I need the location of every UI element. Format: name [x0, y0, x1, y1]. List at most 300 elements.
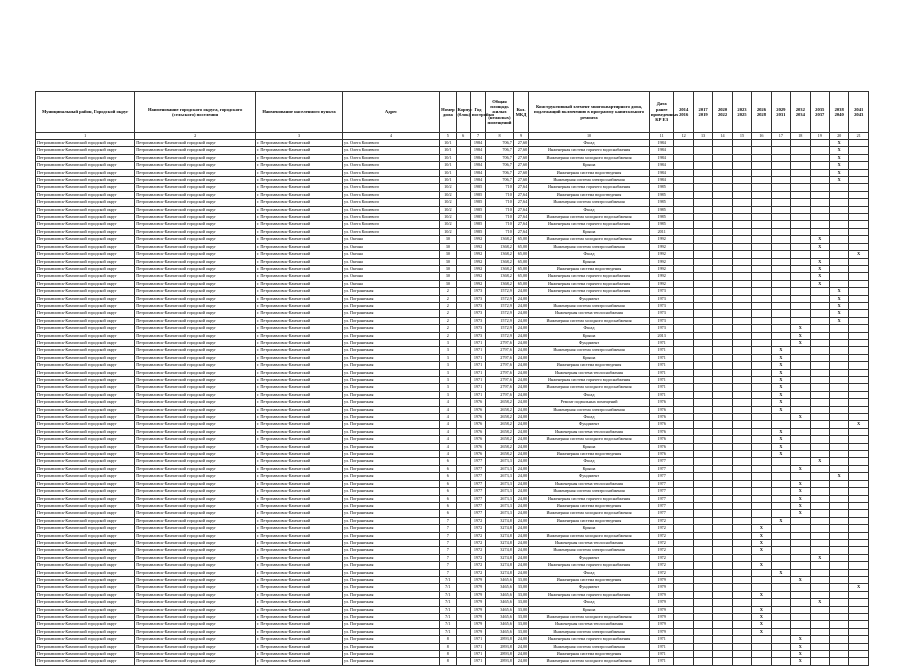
repair-period-cell: [791, 517, 810, 524]
structural-element-cell: Крыша: [529, 525, 650, 532]
repair-period-cell: [732, 539, 751, 546]
mkd-count-cell: 24,00: [513, 310, 528, 317]
repair-period-mark: X: [791, 643, 810, 650]
build-year-cell: 1979: [470, 606, 485, 613]
locality-cell: г. Петропавловск-Камчатский: [256, 643, 343, 650]
mkd-count-cell: 24,00: [513, 495, 528, 502]
repair-period-cell: [810, 228, 829, 235]
repair-period-cell: [713, 162, 732, 169]
mkd-count-cell: 27,64: [513, 214, 528, 221]
repair-period-mark: X: [771, 399, 790, 406]
address-cell: ул. Пограничная: [342, 325, 439, 332]
repair-period-cell: [791, 391, 810, 398]
locality-cell: г. Петропавловск-Камчатский: [256, 621, 343, 628]
build-year-cell: 1972: [470, 532, 485, 539]
repair-period-cell: [674, 332, 693, 339]
table-row: [36, 414, 869, 421]
repair-period-cell: [693, 265, 712, 272]
mkd-count-cell: 65,00: [513, 280, 528, 287]
house-number-cell: 7/1: [440, 628, 456, 635]
repair-period-cell: [791, 317, 810, 324]
repair-period-mark: X: [810, 554, 829, 561]
repair-period-cell: [693, 236, 712, 243]
build-year-cell: 1972: [470, 569, 485, 576]
settlement-cell: Петропавловск-Камчатский городской округ: [135, 339, 256, 346]
building-block-cell: [456, 436, 470, 443]
repair-period-cell: [674, 162, 693, 169]
column-number: 1: [36, 133, 135, 140]
repair-period-cell: [674, 369, 693, 376]
repair-period-cell: [713, 258, 732, 265]
repair-period-cell: [771, 584, 790, 591]
mkd-count-cell: 65,00: [513, 258, 528, 265]
repair-period-cell: [674, 517, 693, 524]
settlement-cell: Петропавловск-Камчатский городской округ: [135, 332, 256, 339]
repair-period-cell: [674, 280, 693, 287]
structural-element-cell: Фасад: [529, 140, 650, 147]
repair-period-cell: [752, 258, 771, 265]
address-cell: ул. Пограничная: [342, 532, 439, 539]
mkd-count-cell: 27,60: [513, 140, 528, 147]
repair-period-cell: [752, 177, 771, 184]
building-block-cell: [456, 177, 470, 184]
area-cell: 1572,9: [486, 332, 514, 339]
repair-period-cell: [674, 621, 693, 628]
district-cell: Петропавловск-Камчатский городской округ: [36, 354, 135, 361]
repair-period-cell: [713, 206, 732, 213]
district-cell: Петропавловск-Камчатский городской округ: [36, 295, 135, 302]
build-year-cell: 1977: [470, 480, 485, 487]
repair-period-cell: [674, 184, 693, 191]
repair-period-cell: [674, 325, 693, 332]
address-cell: ул. Пограничная: [342, 576, 439, 583]
repair-period-cell: [693, 177, 712, 184]
repair-period-cell: [752, 288, 771, 295]
repair-period-cell: [752, 362, 771, 369]
house-number-cell: 2: [440, 317, 456, 324]
repair-period-cell: [771, 643, 790, 650]
building-block-cell: [456, 154, 470, 161]
repair-period-cell: [829, 391, 848, 398]
repair-period-cell: [771, 251, 790, 258]
structural-element-cell: Фундамент: [529, 584, 650, 591]
repair-period-cell: [693, 243, 712, 250]
structural-element-cell: Крыша: [529, 465, 650, 472]
area-cell: 2797,6: [486, 377, 514, 384]
locality-cell: г. Петропавловск-Камчатский: [256, 606, 343, 613]
district-cell: Петропавловск-Камчатский городской округ: [36, 184, 135, 191]
repair-period-cell: [732, 495, 751, 502]
column-number: 12: [674, 133, 693, 140]
build-year-cell: 1992: [470, 265, 485, 272]
repair-period-cell: [674, 377, 693, 384]
repair-period-cell: [732, 391, 751, 398]
area-cell: 3465,6: [486, 576, 514, 583]
repair-period-cell: [713, 310, 732, 317]
locality-cell: г. Петропавловск-Камчатский: [256, 614, 343, 621]
locality-cell: г. Петропавловск-Камчатский: [256, 251, 343, 258]
build-year-cell: 1971: [470, 339, 485, 346]
previous-repair-date-cell: 1985: [649, 184, 674, 191]
district-cell: Петропавловск-Камчатский городской округ: [36, 369, 135, 376]
repair-period-cell: [752, 317, 771, 324]
repair-period-cell: [829, 369, 848, 376]
column-number: 10: [529, 133, 650, 140]
repair-period-cell: [752, 599, 771, 606]
repair-period-cell: [829, 362, 848, 369]
repair-period-cell: [752, 154, 771, 161]
locality-cell: г. Петропавловск-Камчатский: [256, 421, 343, 428]
repair-period-cell: [752, 206, 771, 213]
repair-period-cell: [732, 480, 751, 487]
repair-period-mark: X: [791, 636, 810, 643]
repair-period-cell: [829, 236, 848, 243]
locality-cell: г. Петропавловск-Камчатский: [256, 458, 343, 465]
mkd-count-cell: 24,00: [513, 488, 528, 495]
repair-period-cell: [810, 310, 829, 317]
column-number: 17: [771, 133, 790, 140]
build-year-cell: 1977: [470, 510, 485, 517]
repair-period-mark: X: [810, 265, 829, 272]
repair-period-mark: X: [771, 384, 790, 391]
repair-period-cell: [674, 302, 693, 309]
repair-period-cell: [693, 295, 712, 302]
area-cell: 3274,8: [486, 547, 514, 554]
build-year-cell: 1973: [470, 295, 485, 302]
build-year-cell: 1977: [470, 473, 485, 480]
address-cell: ул. Пограничная: [342, 399, 439, 406]
repair-period-cell: [771, 147, 790, 154]
table-row: [36, 599, 869, 606]
previous-repair-date-cell: 1979: [649, 591, 674, 598]
repair-period-cell: [829, 325, 848, 332]
repair-period-cell: [791, 428, 810, 435]
build-year-cell: 1985: [470, 221, 485, 228]
build-year-cell: 1985: [470, 206, 485, 213]
area-cell: 2797,6: [486, 391, 514, 398]
house-number-cell: 6: [440, 510, 456, 517]
district-cell: Петропавловск-Камчатский городской округ: [36, 636, 135, 643]
column-number-row: [36, 133, 869, 140]
table-row: [36, 177, 869, 184]
repair-period-cell: [849, 369, 869, 376]
repair-period-cell: [732, 436, 751, 443]
settlement-cell: Петропавловск-Камчатский городской округ: [135, 576, 256, 583]
repair-period-mark: X: [752, 532, 771, 539]
repair-period-cell: [791, 539, 810, 546]
build-year-cell: 1985: [470, 214, 485, 221]
mkd-count-cell: 24,00: [513, 436, 528, 443]
repair-period-cell: [849, 458, 869, 465]
table-row: [36, 251, 869, 258]
repair-period-mark: X: [752, 628, 771, 635]
repair-period-cell: [752, 510, 771, 517]
repair-period-cell: [829, 443, 848, 450]
settlement-cell: Петропавловск-Камчатский городской округ: [135, 510, 256, 517]
address-cell: ул. Пограничная: [342, 302, 439, 309]
repair-period-cell: [693, 206, 712, 213]
settlement-cell: Петропавловск-Камчатский городской округ: [135, 621, 256, 628]
repair-period-cell: [771, 562, 790, 569]
repair-period-cell: [674, 265, 693, 272]
build-year-cell: 1985: [470, 228, 485, 235]
building-block-cell: [456, 451, 470, 458]
repair-period-cell: [849, 525, 869, 532]
mkd-count-cell: 24,00: [513, 473, 528, 480]
repair-period-cell: [674, 525, 693, 532]
locality-cell: г. Петропавловск-Камчатский: [256, 199, 343, 206]
table-row: [36, 317, 869, 324]
building-block-cell: [456, 421, 470, 428]
build-year-cell: 1976: [470, 443, 485, 450]
address-cell: ул. Пограничная: [342, 339, 439, 346]
table-row: [36, 332, 869, 339]
area-cell: 2797,6: [486, 347, 514, 354]
address-cell: ул. Пограничная: [342, 502, 439, 509]
repair-period-cell: [791, 280, 810, 287]
repair-period-cell: [849, 177, 869, 184]
repair-period-cell: [674, 147, 693, 154]
address-cell: ул. Пограничная: [342, 525, 439, 532]
repair-period-cell: [771, 325, 790, 332]
locality-cell: г. Петропавловск-Камчатский: [256, 584, 343, 591]
district-cell: Петропавловск-Камчатский городской округ: [36, 651, 135, 658]
repair-period-cell: [674, 362, 693, 369]
build-year-cell: 1973: [470, 325, 485, 332]
building-block-cell: [456, 591, 470, 598]
building-block-cell: [456, 362, 470, 369]
previous-repair-date-cell: 1976: [649, 428, 674, 435]
locality-cell: г. Петропавловск-Камчатский: [256, 147, 343, 154]
house-number-cell: 7: [440, 562, 456, 569]
repair-period-cell: [771, 339, 790, 346]
repair-period-cell: [674, 643, 693, 650]
repair-period-cell: [693, 591, 712, 598]
building-block-cell: [456, 377, 470, 384]
repair-period-cell: [791, 591, 810, 598]
building-block-cell: [456, 258, 470, 265]
repair-period-cell: [810, 539, 829, 546]
repair-period-mark: X: [829, 473, 848, 480]
mkd-count-cell: 27,60: [513, 162, 528, 169]
repair-period-cell: [693, 384, 712, 391]
settlement-cell: Петропавловск-Камчатский городской округ: [135, 584, 256, 591]
repair-period-cell: [791, 199, 810, 206]
repair-period-cell: [713, 191, 732, 198]
house-number-cell: 7/1: [440, 621, 456, 628]
settlement-cell: Петропавловск-Камчатский городской округ: [135, 391, 256, 398]
house-number-cell: 2: [440, 332, 456, 339]
repair-period-cell: [713, 362, 732, 369]
column-number: 3: [256, 133, 343, 140]
address-cell: ул. Пограничная: [342, 473, 439, 480]
column-header: Номер дома: [440, 92, 456, 133]
repair-period-cell: [674, 258, 693, 265]
house-number-cell: 7: [440, 517, 456, 524]
house-number-cell: 2: [440, 295, 456, 302]
repair-period-cell: [810, 436, 829, 443]
repair-period-cell: [771, 606, 790, 613]
previous-repair-date-cell: 1973: [649, 295, 674, 302]
house-number-cell: 30: [440, 273, 456, 280]
repair-period-cell: [810, 451, 829, 458]
repair-period-cell: [752, 147, 771, 154]
repair-period-cell: [732, 280, 751, 287]
repair-period-cell: [849, 206, 869, 213]
repair-period-cell: [674, 421, 693, 428]
locality-cell: г. Петропавловск-Камчатский: [256, 599, 343, 606]
settlement-cell: Петропавловск-Камчатский городской округ: [135, 414, 256, 421]
address-cell: ул. Пограничная: [342, 347, 439, 354]
repair-period-cell: [810, 443, 829, 450]
previous-repair-date-cell: 1977: [649, 502, 674, 509]
table-row: [36, 532, 869, 539]
district-cell: Петропавловск-Камчатский городской округ: [36, 302, 135, 309]
repair-period-cell: [713, 317, 732, 324]
building-block-cell: [456, 339, 470, 346]
district-cell: Петропавловск-Камчатский городской округ: [36, 606, 135, 613]
structural-element-cell: Инженерная система водоотведения: [529, 576, 650, 583]
mkd-count-cell: 24,00: [513, 347, 528, 354]
house-number-cell: 30: [440, 258, 456, 265]
previous-repair-date-cell: 1973: [649, 317, 674, 324]
settlement-cell: Петропавловск-Камчатский городской округ: [135, 451, 256, 458]
repair-period-cell: [713, 199, 732, 206]
repair-period-cell: [752, 436, 771, 443]
address-cell: ул. Олега Кошевого: [342, 169, 439, 176]
mkd-count-cell: 33,00: [513, 606, 528, 613]
table-row: [36, 628, 869, 635]
settlement-cell: Петропавловск-Камчатский городской округ: [135, 236, 256, 243]
repair-period-cell: [693, 251, 712, 258]
repair-period-cell: [849, 510, 869, 517]
area-cell: 2658,2: [486, 406, 514, 413]
repair-period-cell: [674, 288, 693, 295]
repair-period-cell: [732, 651, 751, 658]
area-cell: 706,7: [486, 154, 514, 161]
district-cell: Петропавловск-Камчатский городской округ: [36, 628, 135, 635]
build-year-cell: 1977: [470, 488, 485, 495]
district-cell: Петропавловск-Камчатский городской округ: [36, 658, 135, 665]
build-year-cell: 1992: [470, 280, 485, 287]
repair-period-cell: [713, 517, 732, 524]
district-cell: Петропавловск-Камчатский городской округ: [36, 191, 135, 198]
repair-period-cell: [810, 643, 829, 650]
repair-period-cell: [693, 414, 712, 421]
locality-cell: г. Петропавловск-Камчатский: [256, 406, 343, 413]
building-block-cell: [456, 628, 470, 635]
address-cell: ул. Пограничная: [342, 636, 439, 643]
repair-period-cell: [810, 221, 829, 228]
locality-cell: г. Петропавловск-Камчатский: [256, 539, 343, 546]
address-cell: ул. Океана: [342, 251, 439, 258]
previous-repair-date-cell: 1992: [649, 265, 674, 272]
building-block-cell: [456, 428, 470, 435]
repair-period-cell: [713, 228, 732, 235]
repair-period-cell: [849, 591, 869, 598]
page-top-margin: [35, 60, 869, 88]
locality-cell: г. Петропавловск-Камчатский: [256, 517, 343, 524]
repair-period-cell: [693, 451, 712, 458]
repair-period-cell: [732, 443, 751, 450]
column-header: 2023 2025: [732, 92, 751, 133]
settlement-cell: Петропавловск-Камчатский городской округ: [135, 206, 256, 213]
area-cell: 1572,9: [486, 288, 514, 295]
build-year-cell: 1977: [470, 465, 485, 472]
repair-period-cell: [810, 206, 829, 213]
repair-period-cell: [732, 347, 751, 354]
repair-period-cell: [732, 465, 751, 472]
area-cell: 2797,6: [486, 354, 514, 361]
mkd-count-cell: 27,60: [513, 169, 528, 176]
repair-period-cell: [713, 147, 732, 154]
area-cell: 2893,8: [486, 636, 514, 643]
repair-period-cell: [713, 265, 732, 272]
repair-period-mark: X: [752, 539, 771, 546]
repair-period-cell: [693, 651, 712, 658]
repair-period-cell: [674, 273, 693, 280]
build-year-cell: 1973: [470, 332, 485, 339]
repair-period-cell: [713, 621, 732, 628]
repair-period-cell: [791, 614, 810, 621]
address-cell: ул. Олега Кошевого: [342, 214, 439, 221]
repair-period-cell: [771, 614, 790, 621]
repair-period-cell: [849, 473, 869, 480]
mkd-count-cell: 27,60: [513, 154, 528, 161]
repair-period-cell: [693, 354, 712, 361]
repair-period-cell: [732, 332, 751, 339]
repair-period-cell: [752, 576, 771, 583]
house-number-cell: 6: [440, 495, 456, 502]
repair-period-cell: [693, 406, 712, 413]
repair-period-cell: [771, 140, 790, 147]
repair-period-cell: [674, 606, 693, 613]
house-number-cell: 30: [440, 265, 456, 272]
build-year-cell: 1972: [470, 562, 485, 569]
mkd-count-cell: 65,00: [513, 251, 528, 258]
locality-cell: г. Петропавловск-Камчатский: [256, 473, 343, 480]
structural-element-cell: Инженерная система электроснабжения: [529, 243, 650, 250]
address-cell: ул. Олега Кошевого: [342, 221, 439, 228]
previous-repair-date-cell: 1972: [649, 562, 674, 569]
district-cell: Петропавловск-Камчатский городской округ: [36, 391, 135, 398]
address-cell: ул. Пограничная: [342, 584, 439, 591]
repair-period-cell: [752, 199, 771, 206]
repair-period-cell: [752, 377, 771, 384]
locality-cell: г. Петропавловск-Камчатский: [256, 228, 343, 235]
repair-period-mark: X: [752, 525, 771, 532]
repair-period-cell: [674, 228, 693, 235]
repair-period-cell: [771, 621, 790, 628]
mkd-count-cell: 24,00: [513, 325, 528, 332]
district-cell: Петропавловск-Камчатский городской округ: [36, 576, 135, 583]
table-row: [36, 517, 869, 524]
repair-period-cell: [829, 517, 848, 524]
building-block-cell: [456, 473, 470, 480]
structural-element-cell: Инженерная система электроснабжения: [529, 406, 650, 413]
repair-period-cell: [752, 332, 771, 339]
area-cell: 3465,6: [486, 591, 514, 598]
repair-period-cell: [674, 532, 693, 539]
area-cell: 710: [486, 214, 514, 221]
address-cell: ул. Олега Кошевого: [342, 140, 439, 147]
repair-period-cell: [732, 228, 751, 235]
repair-period-cell: [713, 614, 732, 621]
repair-period-cell: [713, 184, 732, 191]
table-row: [36, 576, 869, 583]
build-year-cell: 1976: [470, 421, 485, 428]
address-cell: ул. Пограничная: [342, 495, 439, 502]
